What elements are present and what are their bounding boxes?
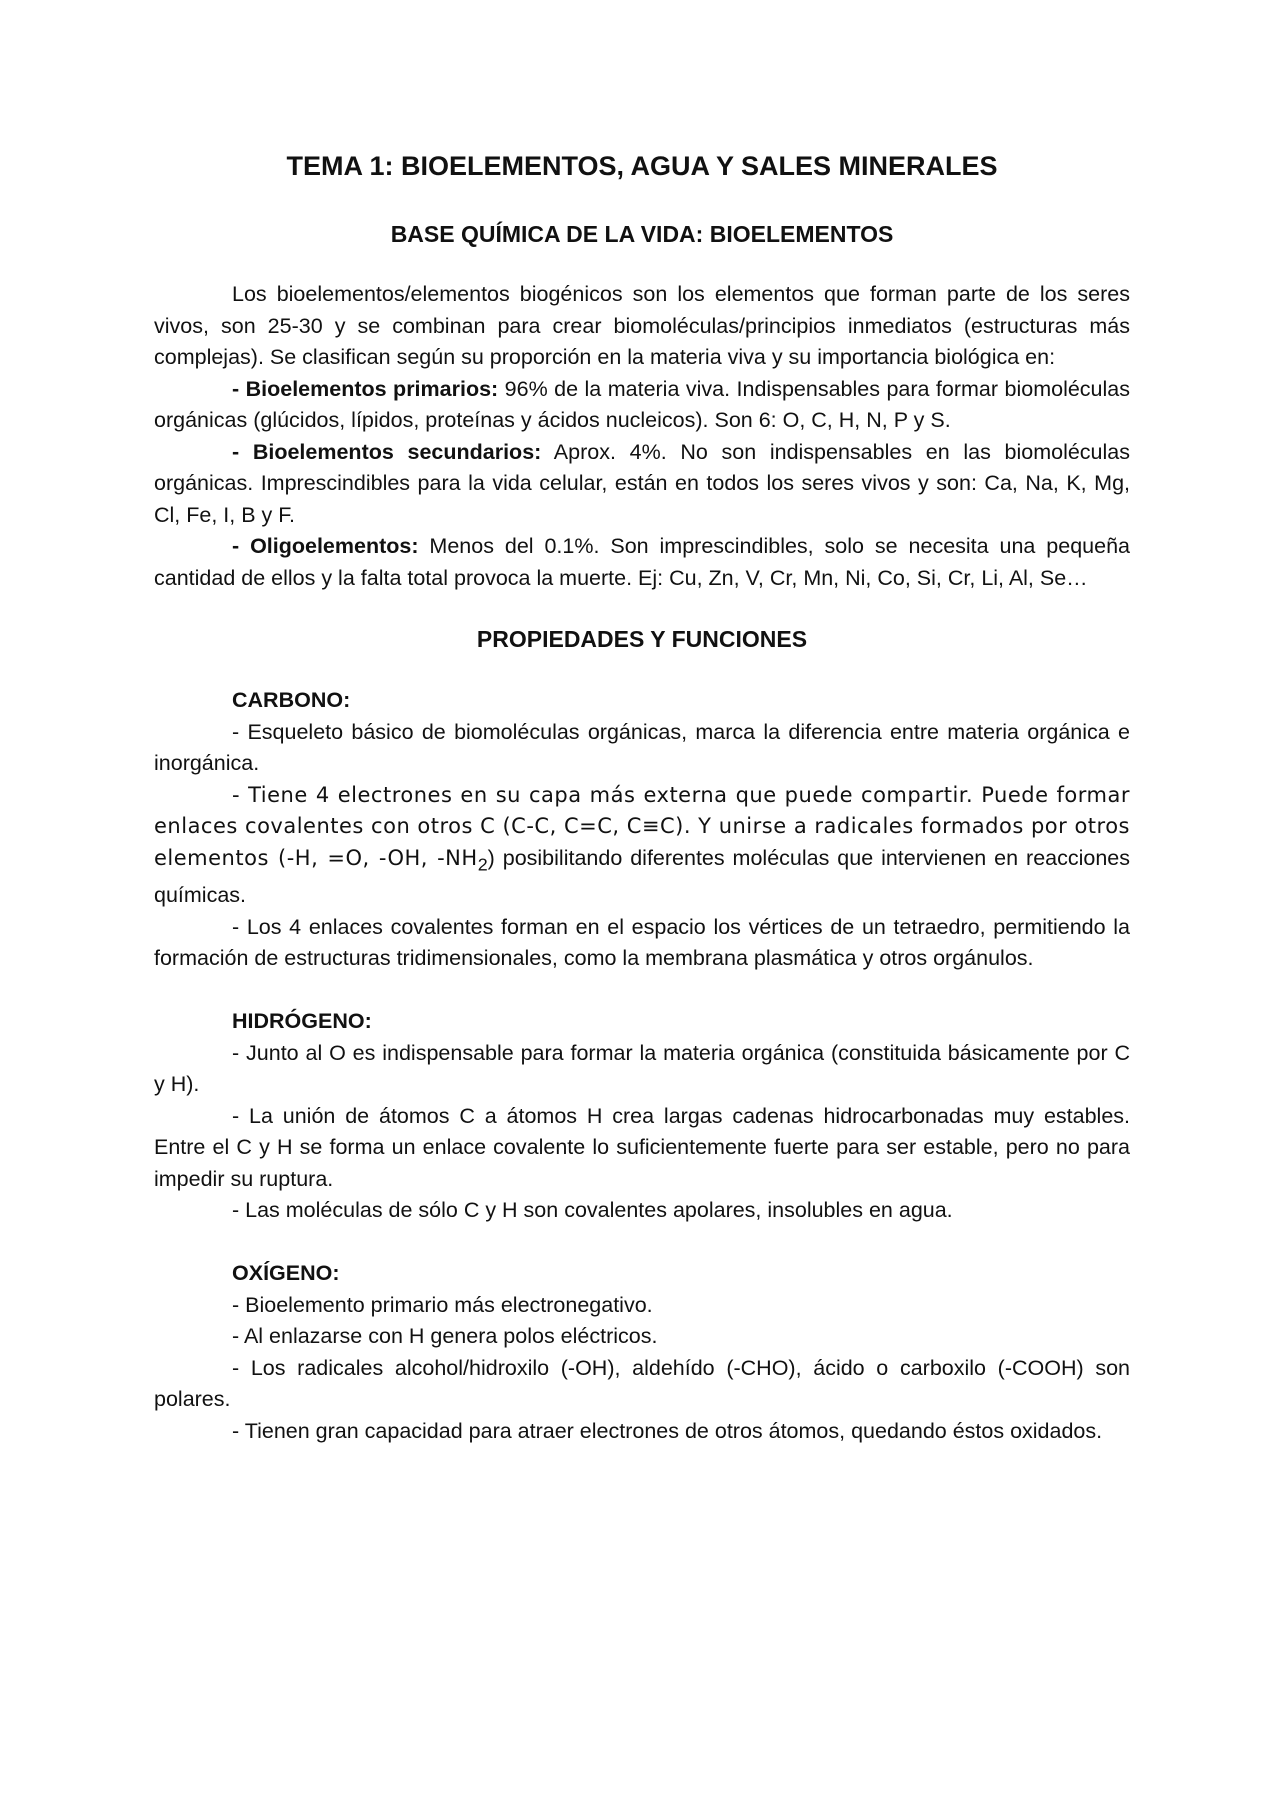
carbono-paragraph-2-text: - Tiene 4 electrones en su capa más externa que puede compartir. Puede formar enlaces covalentes con otros C (C-C, C=C, C≡C). Y unirse a radicales formados por otros elementos (-H, =O, -OH, -NH — [154, 782, 1130, 870]
nh2-subscript: 2 — [477, 853, 488, 874]
oxigeno-paragraph-3: - Los radicales alcohol/hidroxilo (-OH), aldehído (-CHO), ácido o carboxilo (-COOH) son polares. — [154, 1355, 1130, 1412]
oxigeno-paragraph-1: - Bioelemento primario más electronegativo. — [232, 1292, 653, 1317]
hidrogeno-paragraph-3: - Las moléculas de sólo C y H son covalentes apolares, insolubles en agua. — [232, 1198, 953, 1223]
hidrogeno-paragraph-1: - Junto al O es indispensable para formar la materia orgánica (constituida básicamente por C y H). — [154, 1040, 1130, 1097]
hidrogeno-heading: HIDRÓGENO: — [232, 1009, 372, 1034]
section-heading-propiedades: PROPIEDADES Y FUNCIONES — [476, 626, 808, 652]
document-page — [154, 150, 1130, 1447]
oligoelementos-text: Menos del 0.1%. Son imprescindibles, solo se necesita una pequeña cantidad de ellos y la falta total provoca la muerte. Ej: Cu, Zn, V, Cr, Mn, Ni, Co, Si, Cr, Li, Al, Se… — [154, 534, 1130, 590]
carbono-heading: CARBONO: — [232, 688, 351, 712]
hidrogeno-section — [154, 1006, 1130, 1227]
primarios-paragraph — [154, 374, 1130, 437]
hidrogeno-paragraph-2: - La unión de átomos C a átomos H crea largas cadenas hidrocarbonadas muy estables. Entre el C y H se forma un enlace covalente lo suficientemente fuerte para ser estable, pero no para impedir su ruptura. — [154, 1103, 1130, 1191]
spacer — [154, 1227, 1130, 1259]
carbono-paragraph-2-tail: ) posibilitando diferentes moléculas que intervienen en reacciones químicas. — [154, 845, 1131, 908]
oligoelementos-paragraph — [154, 531, 1130, 594]
carbono-section — [154, 685, 1130, 975]
spacer — [154, 975, 1130, 1007]
oxigeno-heading: OXÍGENO: — [232, 1261, 340, 1286]
carbono-paragraph-3: - Los 4 enlaces covalentes forman en el espacio los vértices de un tetraedro, permitiendo la formación de estructuras tridimensionales, como la membrana plasmática y otros orgánulos. — [154, 914, 1130, 971]
carbono-paragraph-2 — [154, 780, 1130, 912]
secundarios-label: - Bioelementos secundarios: — [232, 439, 542, 464]
primarios-label: - Bioelementos primarios: — [232, 376, 499, 401]
secundarios-text: Aprox. 4%. No son indispensables en las biomoléculas orgánicas. Imprescindibles para la vida celular, están en todos los seres vivos y son: Ca, Na, K, Mg, Cl, Fe, I, B y F. — [154, 439, 1130, 527]
section-heading-bioelementos: BASE QUÍMICA DE LA VIDA: BIOELEMENTOS — [390, 221, 894, 247]
oligoelementos-label: - Oligoelementos: — [232, 534, 419, 558]
oxigeno-section — [154, 1258, 1130, 1447]
intro-paragraph: Los bioelementos/elementos biogénicos son los elementos que forman parte de los seres vivos, son 25-30 y se combinan para crear biomoléculas/principios inmediatos (estructuras más complejas). Se clasifican según su proporción en la materia viva y su importancia biológica en: — [154, 282, 1130, 369]
oxigeno-paragraph-2: - Al enlazarse con H genera polos eléctricos. — [232, 1324, 658, 1349]
primarios-text: 96% de la materia viva. Indispensables para formar biomoléculas orgánicas (glúcidos, lípidos, proteínas y ácidos nucleicos). Son 6: O, C, H, N, P y S. — [154, 376, 1130, 432]
oxigeno-paragraph-4: - Tienen gran capacidad para atraer electrones de otros átomos, quedando éstos oxidados. — [232, 1418, 1103, 1443]
document-title: TEMA 1: BIOELEMENTOS, AGUA Y SALES MINERALES — [286, 151, 998, 181]
secundarios-paragraph — [154, 437, 1130, 532]
carbono-paragraph-1: - Esqueleto básico de biomoléculas orgánicas, marca la diferencia entre materia orgánica e inorgánica. — [154, 719, 1130, 775]
